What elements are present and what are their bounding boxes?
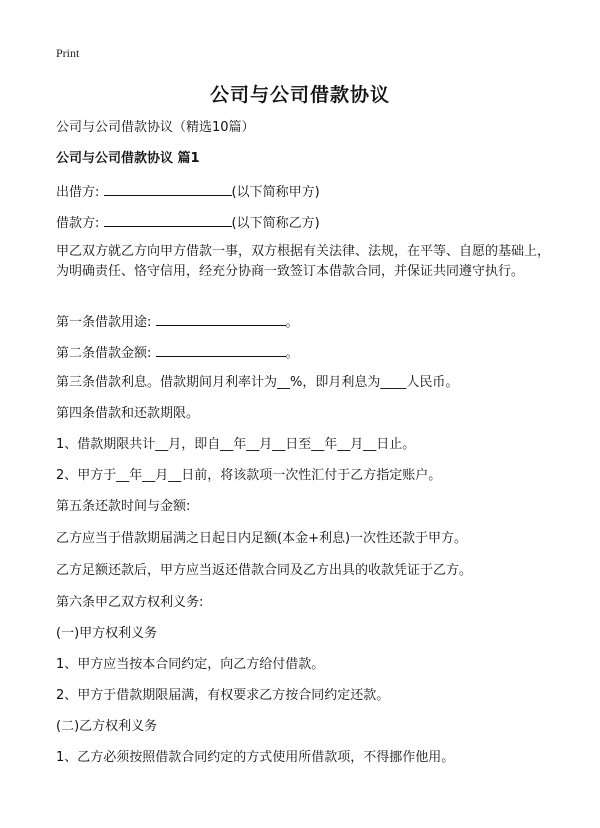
article-6: 第六条甲乙双方权利义务: bbox=[56, 595, 204, 610]
borrower-blank bbox=[104, 212, 232, 227]
intro-paragraph: 甲乙双方就乙方向甲方借款一事，双方根据有关法律、法规，在平等、自愿的基础上，为明确责任、恪守信用，经充分协商一致签订本借款合同，并保证共同遵守执行。 bbox=[56, 244, 551, 279]
article-1-label: 第一条借款用途: bbox=[56, 315, 152, 330]
article-1-blank bbox=[156, 311, 286, 326]
lender-line bbox=[56, 181, 320, 203]
article-4-item-2: 2、甲方于__年__月__日前，将该款项一次性汇付于乙方指定账户。 bbox=[56, 468, 442, 483]
document-title: 公司与公司借款协议 bbox=[209, 84, 390, 106]
borrower-suffix: (以下简称乙方) bbox=[231, 216, 320, 231]
article-6-party-b-item-1: 1、乙方必须按照借款合同约定的方式使用所借款项，不得挪作他用。 bbox=[56, 750, 455, 765]
article-4: 第四条借款和还款期限。 bbox=[56, 406, 200, 421]
article-3: 第三条借款利息。借款期间月利率计为__%，即月利息为____人民币。 bbox=[56, 375, 459, 390]
article-2-end: 。 bbox=[285, 346, 299, 361]
article-1 bbox=[56, 311, 299, 333]
article-4-item-1: 1、借款期限共计__月，即自__年__月__日至__年__月__日止。 bbox=[56, 437, 416, 452]
section-heading: 公司与公司借款协议 篇1 bbox=[56, 151, 200, 166]
article-1-end: 。 bbox=[285, 315, 299, 330]
article-2-label: 第二条借款金额: bbox=[56, 346, 152, 361]
subtitle: 公司与公司借款协议（精选10篇） bbox=[56, 120, 255, 135]
article-5-item-2: 乙方足额还款后，甲方应当返还借款合同及乙方出具的收款凭证于乙方。 bbox=[56, 563, 473, 578]
borrower-label: 借款方: bbox=[56, 216, 100, 231]
article-2 bbox=[56, 342, 299, 364]
article-6-party-a-heading: (一)甲方权利义务 bbox=[56, 626, 158, 641]
article-6-party-a-item-1: 1、甲方应当按本合同约定，向乙方给付借款。 bbox=[56, 657, 325, 672]
lender-label: 出借方: bbox=[56, 185, 100, 200]
article-6-party-b-heading: (二)乙方权利义务 bbox=[56, 719, 158, 734]
article-5-item-1: 乙方应当于借款期届满之日起日内足额(本金+利息)一次性还款于甲方。 bbox=[56, 531, 468, 546]
article-2-blank bbox=[156, 342, 286, 357]
borrower-line bbox=[56, 212, 320, 234]
article-5: 第五条还款时间与金额: bbox=[56, 499, 191, 514]
lender-blank bbox=[104, 181, 232, 196]
print-link[interactable]: Print bbox=[56, 46, 80, 60]
article-6-party-a-item-2: 2、甲方于借款期限届满，有权要求乙方按合同约定还款。 bbox=[56, 688, 390, 703]
lender-suffix: (以下简称甲方) bbox=[231, 185, 320, 200]
